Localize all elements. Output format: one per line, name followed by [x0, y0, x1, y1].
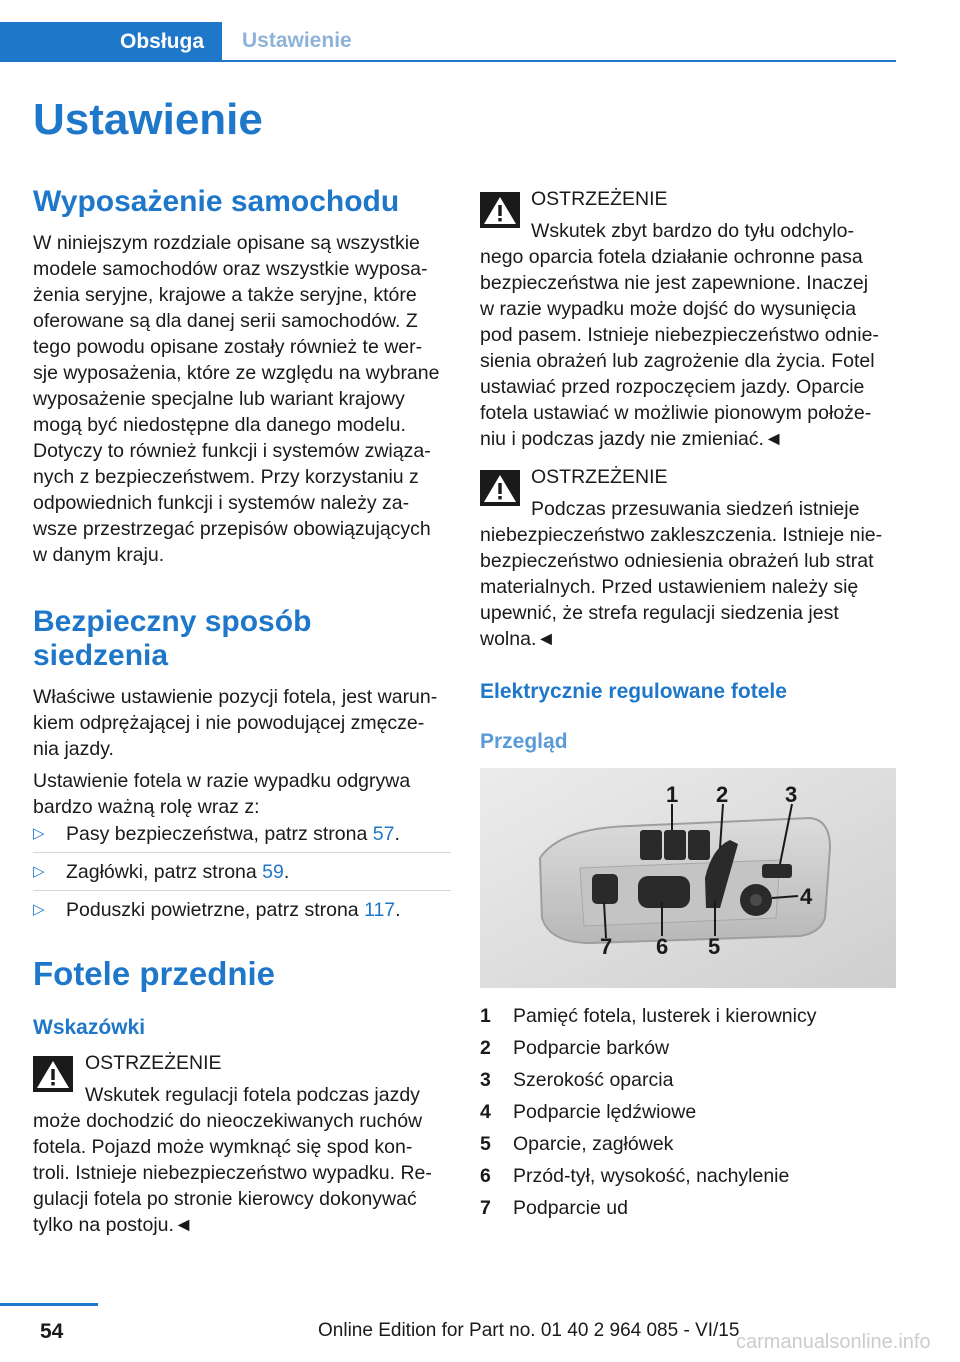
- text-line: wolna.◄: [480, 628, 556, 650]
- list-item-text: Zagłówki, patrz strona: [66, 861, 263, 883]
- legend-item: [480, 1192, 896, 1224]
- text-line: materialnych. Przed ustawieniem należy się: [480, 576, 859, 598]
- list-item: [33, 815, 451, 853]
- text-line: żenia seryjne, krajowe a także seryjne, które: [33, 284, 417, 306]
- section-heading-bezpieczny-line2: siedzenia: [33, 639, 169, 672]
- callout-4: 4: [800, 884, 813, 909]
- list-item-text: Pasy bezpieczeństwa, patrz strona: [66, 823, 373, 845]
- text-line: upewnić, że strefa regulacji siedzenia jest: [480, 602, 839, 624]
- page-title: Ustawienie: [33, 95, 263, 144]
- list-item-end: .: [283, 861, 290, 883]
- text-line: Wskutek zbyt bardzo do tyłu odchylo‐: [531, 220, 854, 242]
- text-line: niebezpieczeństwo zakleszczenia. Istnieje nie‐: [480, 524, 883, 546]
- edition-info: Online Edition for Part no. 01 40 2 964 085 - VI/15: [318, 1320, 740, 1341]
- text-line: fotela ustawiać w możliwie pionowym położe‐: [480, 402, 872, 424]
- watermark: carmanualsonline.info: [736, 1331, 931, 1353]
- thigh-support-button: [592, 874, 618, 904]
- warning-triangle-icon: [33, 1056, 73, 1092]
- text-line: Dotyczy to również funkcji i systemów związa‐: [33, 440, 431, 462]
- text-line: nia jazdy.: [33, 738, 114, 760]
- text-line: oferowane są dla danej serii samochodów. Z: [33, 310, 418, 332]
- legend-text: Pamięć fotela, lusterek i kierownicy: [513, 1004, 817, 1027]
- callout-3: 3: [785, 782, 798, 807]
- text-line: pod pasem. Istnieje niebezpieczeństwo odnie‐: [480, 324, 879, 346]
- seat-adjust-switch: [638, 876, 690, 908]
- subheading-przeglad: Przegląd: [480, 730, 568, 753]
- text-line: W niniejszym rozdziale opisane są wszystkie: [33, 232, 420, 254]
- text-line: wsze przestrzegać przepisów obowiązujących: [33, 518, 431, 540]
- warning-label: OSTRZEŻENIE: [531, 466, 668, 488]
- text-line: tego powodu opisane zostały również te wer‐: [33, 336, 423, 358]
- figure-legend: [480, 1000, 896, 1224]
- section-heading-wyposazenie: Wyposażenie samochodu: [33, 185, 400, 218]
- text-line: bezpieczeństwo odniesienia obrażeń lub strat: [480, 550, 874, 572]
- seat-controls-illustration: [480, 768, 896, 988]
- bullet-list: [33, 815, 451, 929]
- text-line: troli. Istnieje niebezpieczeństwo wypadku. Re‐: [33, 1162, 432, 1184]
- legend-item: [480, 1160, 896, 1192]
- text-line: w razie wypadku może dojść do wysunięcia: [480, 298, 857, 320]
- text-line: bezpieczeństwa nie jest zapewnione. Inaczej: [480, 272, 869, 294]
- text-line: tylko na postoju.◄: [33, 1214, 194, 1236]
- text-line: gulacji fotela po stronie kierowcy dokonywać: [33, 1188, 417, 1210]
- section-heading-elektrycznie: Elektrycznie regulowane fotele: [480, 680, 787, 703]
- list-item-end: .: [394, 823, 400, 845]
- triangle-bullet-icon: ▷: [33, 901, 45, 918]
- text-line: fotela. Pojazd może wymknąć się spod kon‐: [33, 1136, 413, 1158]
- legend-text: Podparcie ud: [513, 1196, 628, 1219]
- footer-divider: [0, 1303, 98, 1306]
- legend-number: 2: [480, 1036, 491, 1059]
- text-line: nego oparcia fotela działanie ochronne pasa: [480, 246, 863, 268]
- callout-5: 5: [708, 934, 721, 959]
- legend-text: Oparcie, zagłówek: [513, 1132, 674, 1155]
- text-line: Ustawienie fotela w razie wypadku odgrywa: [33, 770, 411, 792]
- memory-button: [664, 830, 686, 860]
- text-line: wyposażenie specjalne lub wariant krajowy: [33, 388, 405, 410]
- memory-button: [640, 830, 662, 860]
- text-line: ustawiać przed rozpoczęciem jazdy. Oparcie: [480, 376, 865, 398]
- text-line: Podczas przesuwania siedzeń istnieje: [531, 498, 860, 520]
- text-line: może dochodzić do nieoczekiwanych ruchów: [33, 1110, 423, 1132]
- text-line: odpowiednich funkcji i systemów należy za‐: [33, 492, 410, 514]
- text-line: sje wyposażenia, które ze względu na wybrane: [33, 362, 440, 384]
- text-line: Właściwe ustawienie pozycji fotela, jest warun‐: [33, 686, 438, 708]
- triangle-bullet-icon: ▷: [33, 825, 45, 842]
- text-line: Wskutek regulacji fotela podczas jazdy: [85, 1084, 420, 1106]
- warning-triangle-icon: [480, 470, 520, 506]
- legend-text: Szerokość oparcia: [513, 1068, 674, 1091]
- legend-number: 4: [480, 1100, 491, 1123]
- callout-1: 1: [666, 782, 679, 807]
- legend-number: 5: [480, 1132, 491, 1155]
- text-line: bardzo ważną rolę wraz z:: [33, 796, 260, 818]
- warning-triangle-icon: [480, 192, 520, 228]
- list-item: [33, 891, 451, 929]
- legend-number: 6: [480, 1164, 491, 1187]
- legend-item: [480, 1000, 896, 1032]
- legend-item: [480, 1096, 896, 1128]
- list-item-end: .: [395, 899, 401, 921]
- legend-text: Podparcie lędźwiowe: [513, 1100, 697, 1123]
- list-item-text: Poduszki powietrzne, patrz strona: [66, 899, 365, 921]
- text-line: kiem odprężającej i nie powodującej zmęcze‐: [33, 712, 425, 734]
- tab-obsluga[interactable]: Obsługa: [0, 22, 222, 62]
- text-line: mogą być niedostępne dla danego modelu.: [33, 414, 406, 436]
- seat-controls-figure: [480, 768, 896, 988]
- legend-number: 7: [480, 1196, 491, 1219]
- header-divider: [0, 60, 896, 62]
- text-line: w danym kraju.: [33, 544, 165, 566]
- legend-item: [480, 1032, 896, 1064]
- legend-number: 3: [480, 1068, 491, 1091]
- text-line: nych z bezpieczeństwem. Przy korzystaniu z: [33, 466, 419, 488]
- page-header: [0, 22, 896, 62]
- section-heading-fotele-przednie: Fotele przednie: [33, 955, 276, 992]
- subheading-wskazowki: Wskazówki: [33, 1016, 146, 1039]
- page-link[interactable]: 59: [262, 861, 284, 883]
- callout-7: 7: [600, 934, 613, 959]
- text-line: modele samochodów oraz wszystkie wyposa‐: [33, 258, 428, 280]
- warning-label: OSTRZEŻENIE: [85, 1052, 222, 1074]
- legend-number: 1: [480, 1004, 491, 1027]
- list-item: [33, 853, 451, 891]
- legend-text: Przód-tył, wysokość, nachylenie: [513, 1164, 790, 1187]
- text-line: sienia obrażeń lub zagrożenie dla życia. Fotel: [480, 350, 875, 372]
- page-number: 54: [40, 1320, 64, 1343]
- triangle-bullet-icon: ▷: [33, 863, 45, 880]
- tab-ustawienie[interactable]: Ustawienie: [242, 29, 352, 52]
- legend-item: [480, 1064, 896, 1096]
- legend-text: Podparcie barków: [513, 1036, 670, 1059]
- text-line: niu i podczas jazdy nie zmieniać.◄: [480, 428, 784, 450]
- section-heading-bezpieczny-line1: Bezpieczny sposób: [33, 605, 312, 638]
- memory-button: [688, 830, 710, 860]
- callout-6: 6: [656, 934, 669, 959]
- callout-2: 2: [716, 782, 729, 807]
- page-link[interactable]: 117: [364, 899, 396, 921]
- legend-item: [480, 1128, 896, 1160]
- backrest-width-button: [762, 864, 792, 878]
- warning-label: OSTRZEŻENIE: [531, 188, 668, 210]
- page-link[interactable]: 57: [372, 823, 395, 845]
